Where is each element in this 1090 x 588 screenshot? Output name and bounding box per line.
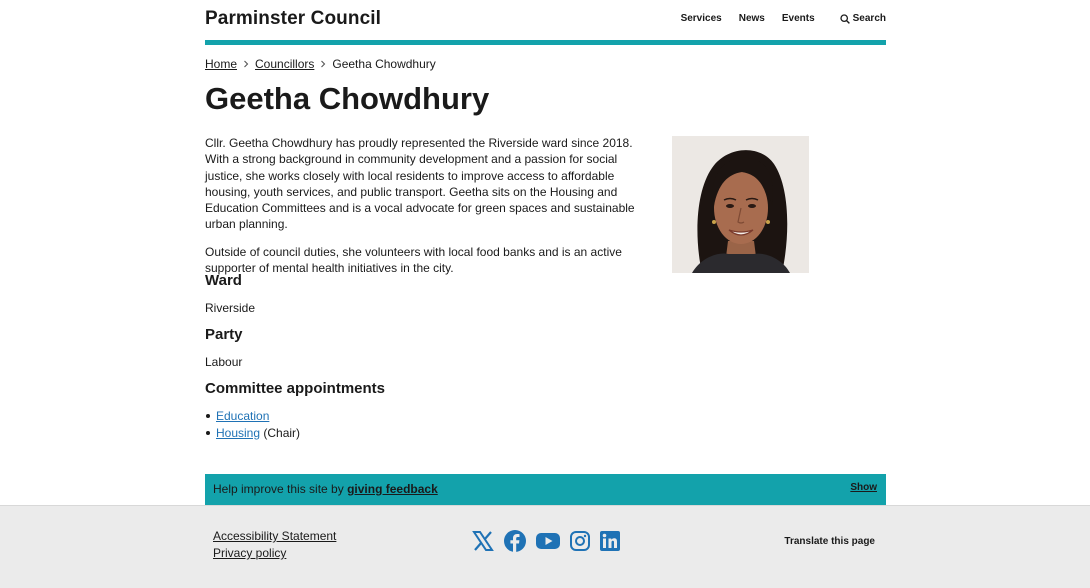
breadcrumb-home[interactable]: Home xyxy=(205,57,238,71)
list-item xyxy=(205,425,886,442)
bio-paragraph: Cllr. Geetha Chowdhury has proudly represented the Riverside ward since 2018. With a strong background in community development and a passion for social justice, she works closely with local residents to improve access to affordable housing, youth services, and public transport. Geetha sits on the Housing and Education Committees and is a vocal advocate for green spaces and sustainable urban planning. xyxy=(205,136,635,232)
translate-button[interactable]: Translate this page xyxy=(784,536,875,547)
search-label: Search xyxy=(852,13,886,24)
feedback-link[interactable]: giving feedback xyxy=(347,482,438,496)
party-heading: Party xyxy=(205,326,243,343)
breadcrumb-councillors[interactable]: Councillors xyxy=(255,57,315,71)
privacy-link[interactable]: Privacy policy xyxy=(213,546,287,560)
site-brand[interactable]: Parminster Council xyxy=(205,8,382,29)
page-title: Geetha Chowdhury xyxy=(205,81,490,116)
bio-paragraph: Outside of council duties, she volunteers with local food banks and is an active supporter of mental health initiatives in the city. xyxy=(205,244,622,276)
search-icon xyxy=(840,14,850,24)
chevron-right-icon xyxy=(320,60,326,68)
committee-link-education[interactable]: Education xyxy=(216,409,270,423)
breadcrumb xyxy=(205,57,886,71)
site-footer xyxy=(0,505,1090,588)
ward-heading: Ward xyxy=(205,272,242,289)
show-button[interactable]: Show xyxy=(850,482,877,493)
main-nav xyxy=(664,13,886,24)
nav-news[interactable]: News xyxy=(738,13,765,24)
list-item xyxy=(205,408,886,425)
header-accent-bar xyxy=(205,40,886,45)
feedback-banner xyxy=(205,474,886,505)
youtube-icon[interactable] xyxy=(536,532,560,550)
nav-events[interactable]: Events xyxy=(781,13,815,24)
breadcrumb-current: Geetha Chowdhury xyxy=(332,57,436,71)
x-icon[interactable] xyxy=(472,530,494,552)
chevron-right-icon xyxy=(243,60,249,68)
party-value: Labour xyxy=(205,355,243,369)
committee-note: (Chair) xyxy=(260,426,301,440)
committee-heading: Committee appointments xyxy=(205,380,386,397)
linkedin-icon[interactable] xyxy=(600,531,620,551)
committee-link-housing[interactable]: Housing xyxy=(216,426,261,440)
feedback-message xyxy=(213,482,438,496)
ward-value: Riverside xyxy=(205,301,256,315)
committee-list xyxy=(205,408,886,442)
site-header xyxy=(205,0,886,40)
search-button[interactable] xyxy=(840,13,886,24)
footer-links xyxy=(213,528,336,562)
councillor-bio xyxy=(205,135,655,287)
accessibility-link[interactable]: Accessibility Statement xyxy=(213,529,337,543)
feedback-prefix: Help improve this site by xyxy=(213,482,348,496)
facebook-icon[interactable] xyxy=(504,530,526,552)
nav-services[interactable]: Services xyxy=(680,13,722,24)
social-links xyxy=(472,530,630,552)
councillor-photo xyxy=(672,136,809,273)
instagram-icon[interactable] xyxy=(570,531,590,551)
